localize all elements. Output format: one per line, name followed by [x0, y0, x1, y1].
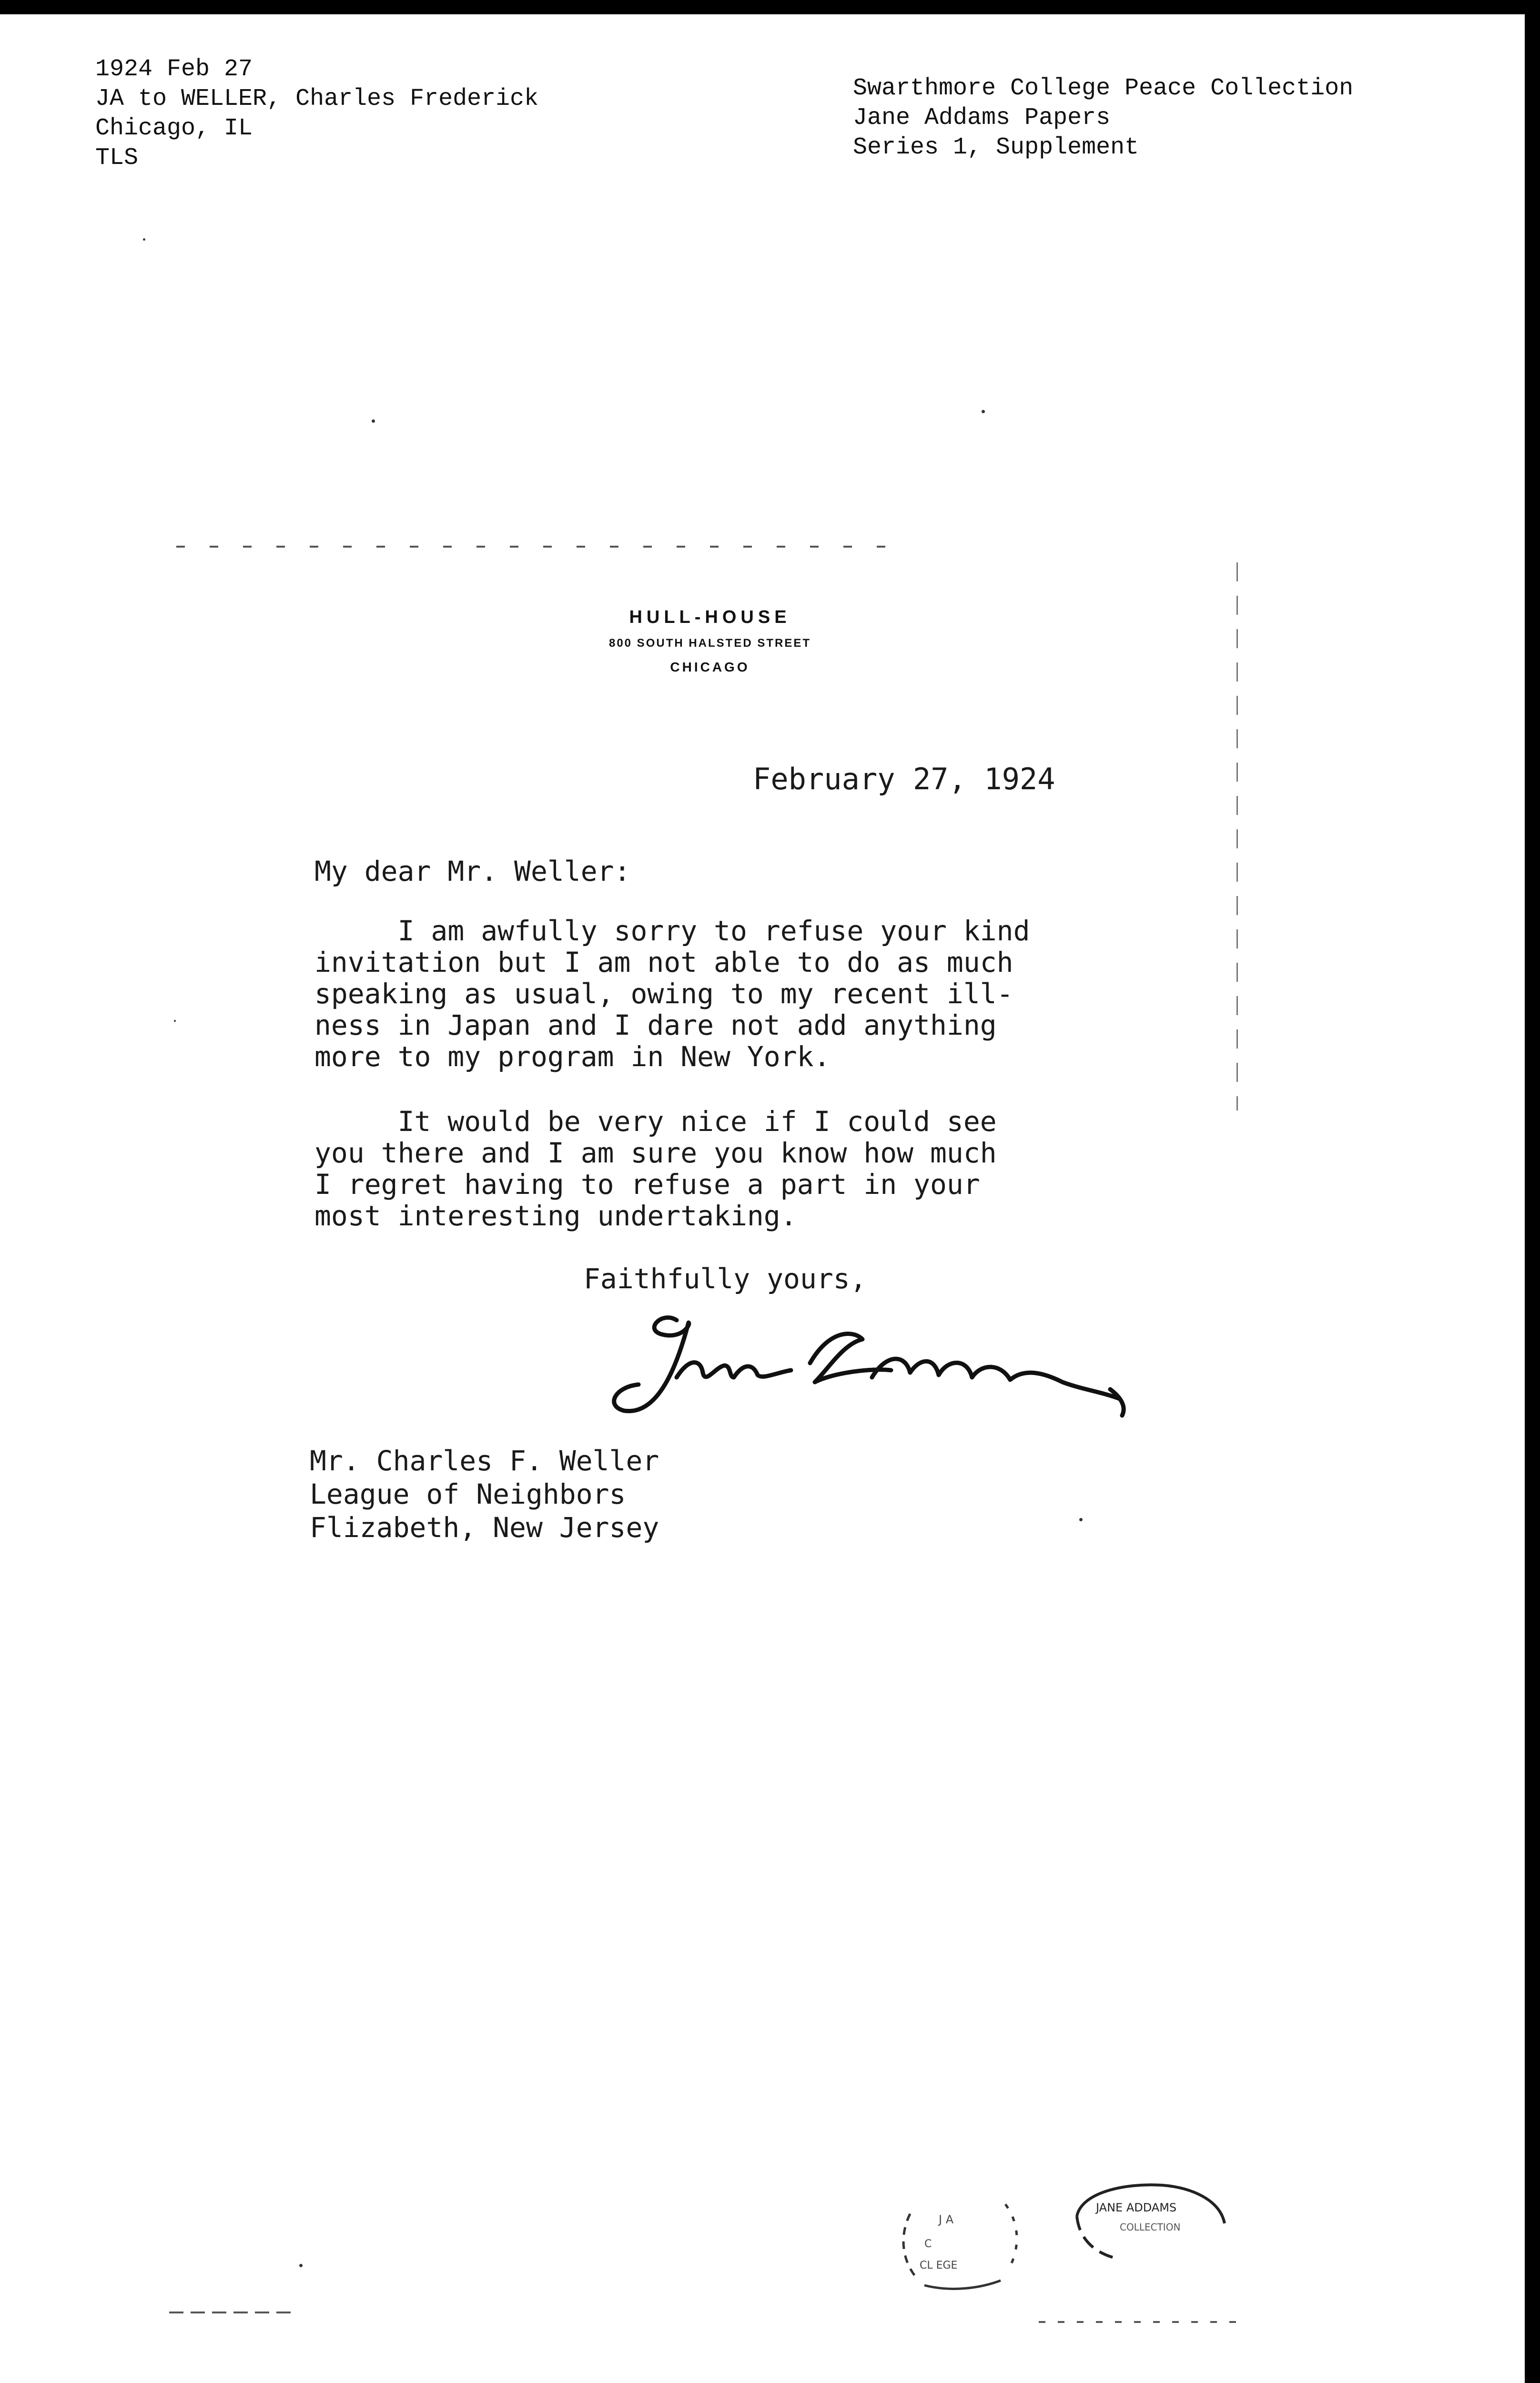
recipient-organization: League of Neighbors: [310, 1478, 626, 1510]
paragraph-line: ness in Japan and I dare not add anything: [314, 1009, 997, 1041]
recipient-location: Flizabeth, New Jersey: [310, 1511, 659, 1544]
scan-divider-top: [176, 546, 891, 548]
archive-stamp-1: [896, 2185, 1039, 2295]
archive-stamp-2: [1067, 2178, 1234, 2269]
paragraph-line: more to my program in New York.: [314, 1040, 831, 1073]
handwritten-signature: [605, 1301, 1144, 1430]
archive-date-line: 1924 Feb 27: [95, 56, 253, 83]
document-page: [0, 14, 1525, 2383]
archive-metadata-right: [853, 74, 1353, 163]
paragraph-line: It would be very nice if I could see: [314, 1105, 997, 1138]
stamp-2-line-1: JANE ADDAMS: [1096, 2201, 1177, 2214]
scan-speck: [982, 410, 985, 413]
scan-divider-bottom-left: [169, 2312, 298, 2313]
archive-correspondents-line: JA to WELLER, Charles Frederick: [95, 85, 539, 112]
scan-speck: [143, 238, 145, 241]
archive-collection-line: Swarthmore College Peace Collection: [853, 75, 1354, 102]
archive-metadata-left: [95, 55, 538, 173]
archive-type-line: TLS: [95, 144, 139, 172]
stamp-2-line-2: COLLECTION: [1120, 2221, 1181, 2233]
scan-edge-line: [1236, 562, 1238, 1110]
paragraph-line: speaking as usual, owing to my recent ill-: [314, 978, 1013, 1010]
scan-speck: [1079, 1518, 1083, 1521]
recipient-address: [310, 1444, 659, 1544]
stamp-1-line-3: CL EGE: [920, 2260, 958, 2271]
paragraph-line: I am awfully sorry to refuse your kind: [314, 915, 1030, 947]
letter-date: [753, 763, 1055, 796]
paragraph-line: invitation but I am not able to do as much: [314, 946, 1013, 978]
paragraph-line: you there and I am sure you know how much: [314, 1137, 997, 1169]
stamp-1-line-2: C: [924, 2238, 932, 2250]
letter-paragraph-1: [314, 915, 1030, 1072]
scan-speck: [372, 419, 375, 423]
letter-date-text: February 27, 1924: [753, 762, 1055, 796]
archive-series-line: Series 1, Supplement: [853, 134, 1139, 161]
scan-speck: [299, 2264, 303, 2267]
recipient-name: Mr. Charles F. Weller: [310, 1445, 659, 1477]
letterhead: [476, 603, 943, 679]
scan-divider-bottom-right: [1039, 2321, 1239, 2323]
letterhead-name: HULL-HOUSE: [629, 607, 791, 627]
stamp-1-line-1: J A: [939, 2213, 954, 2226]
letter-paragraph-2: [314, 1106, 997, 1232]
archive-place-line: Chicago, IL: [95, 115, 253, 142]
paragraph-line: most interesting undertaking.: [314, 1200, 797, 1232]
scan-speck: [174, 1020, 176, 1022]
letter-salutation: [314, 855, 630, 887]
closing-text: Faithfully yours,: [584, 1263, 867, 1295]
archive-papers-line: Jane Addams Papers: [853, 104, 1111, 132]
letterhead-street: 800 SOUTH HALSTED STREET: [608, 637, 811, 650]
paragraph-line: I regret having to refuse a part in your: [314, 1168, 980, 1201]
letter-closing: [584, 1263, 867, 1294]
letterhead-city: CHICAGO: [670, 660, 750, 674]
salutation-text: My dear Mr. Weller:: [314, 855, 631, 887]
